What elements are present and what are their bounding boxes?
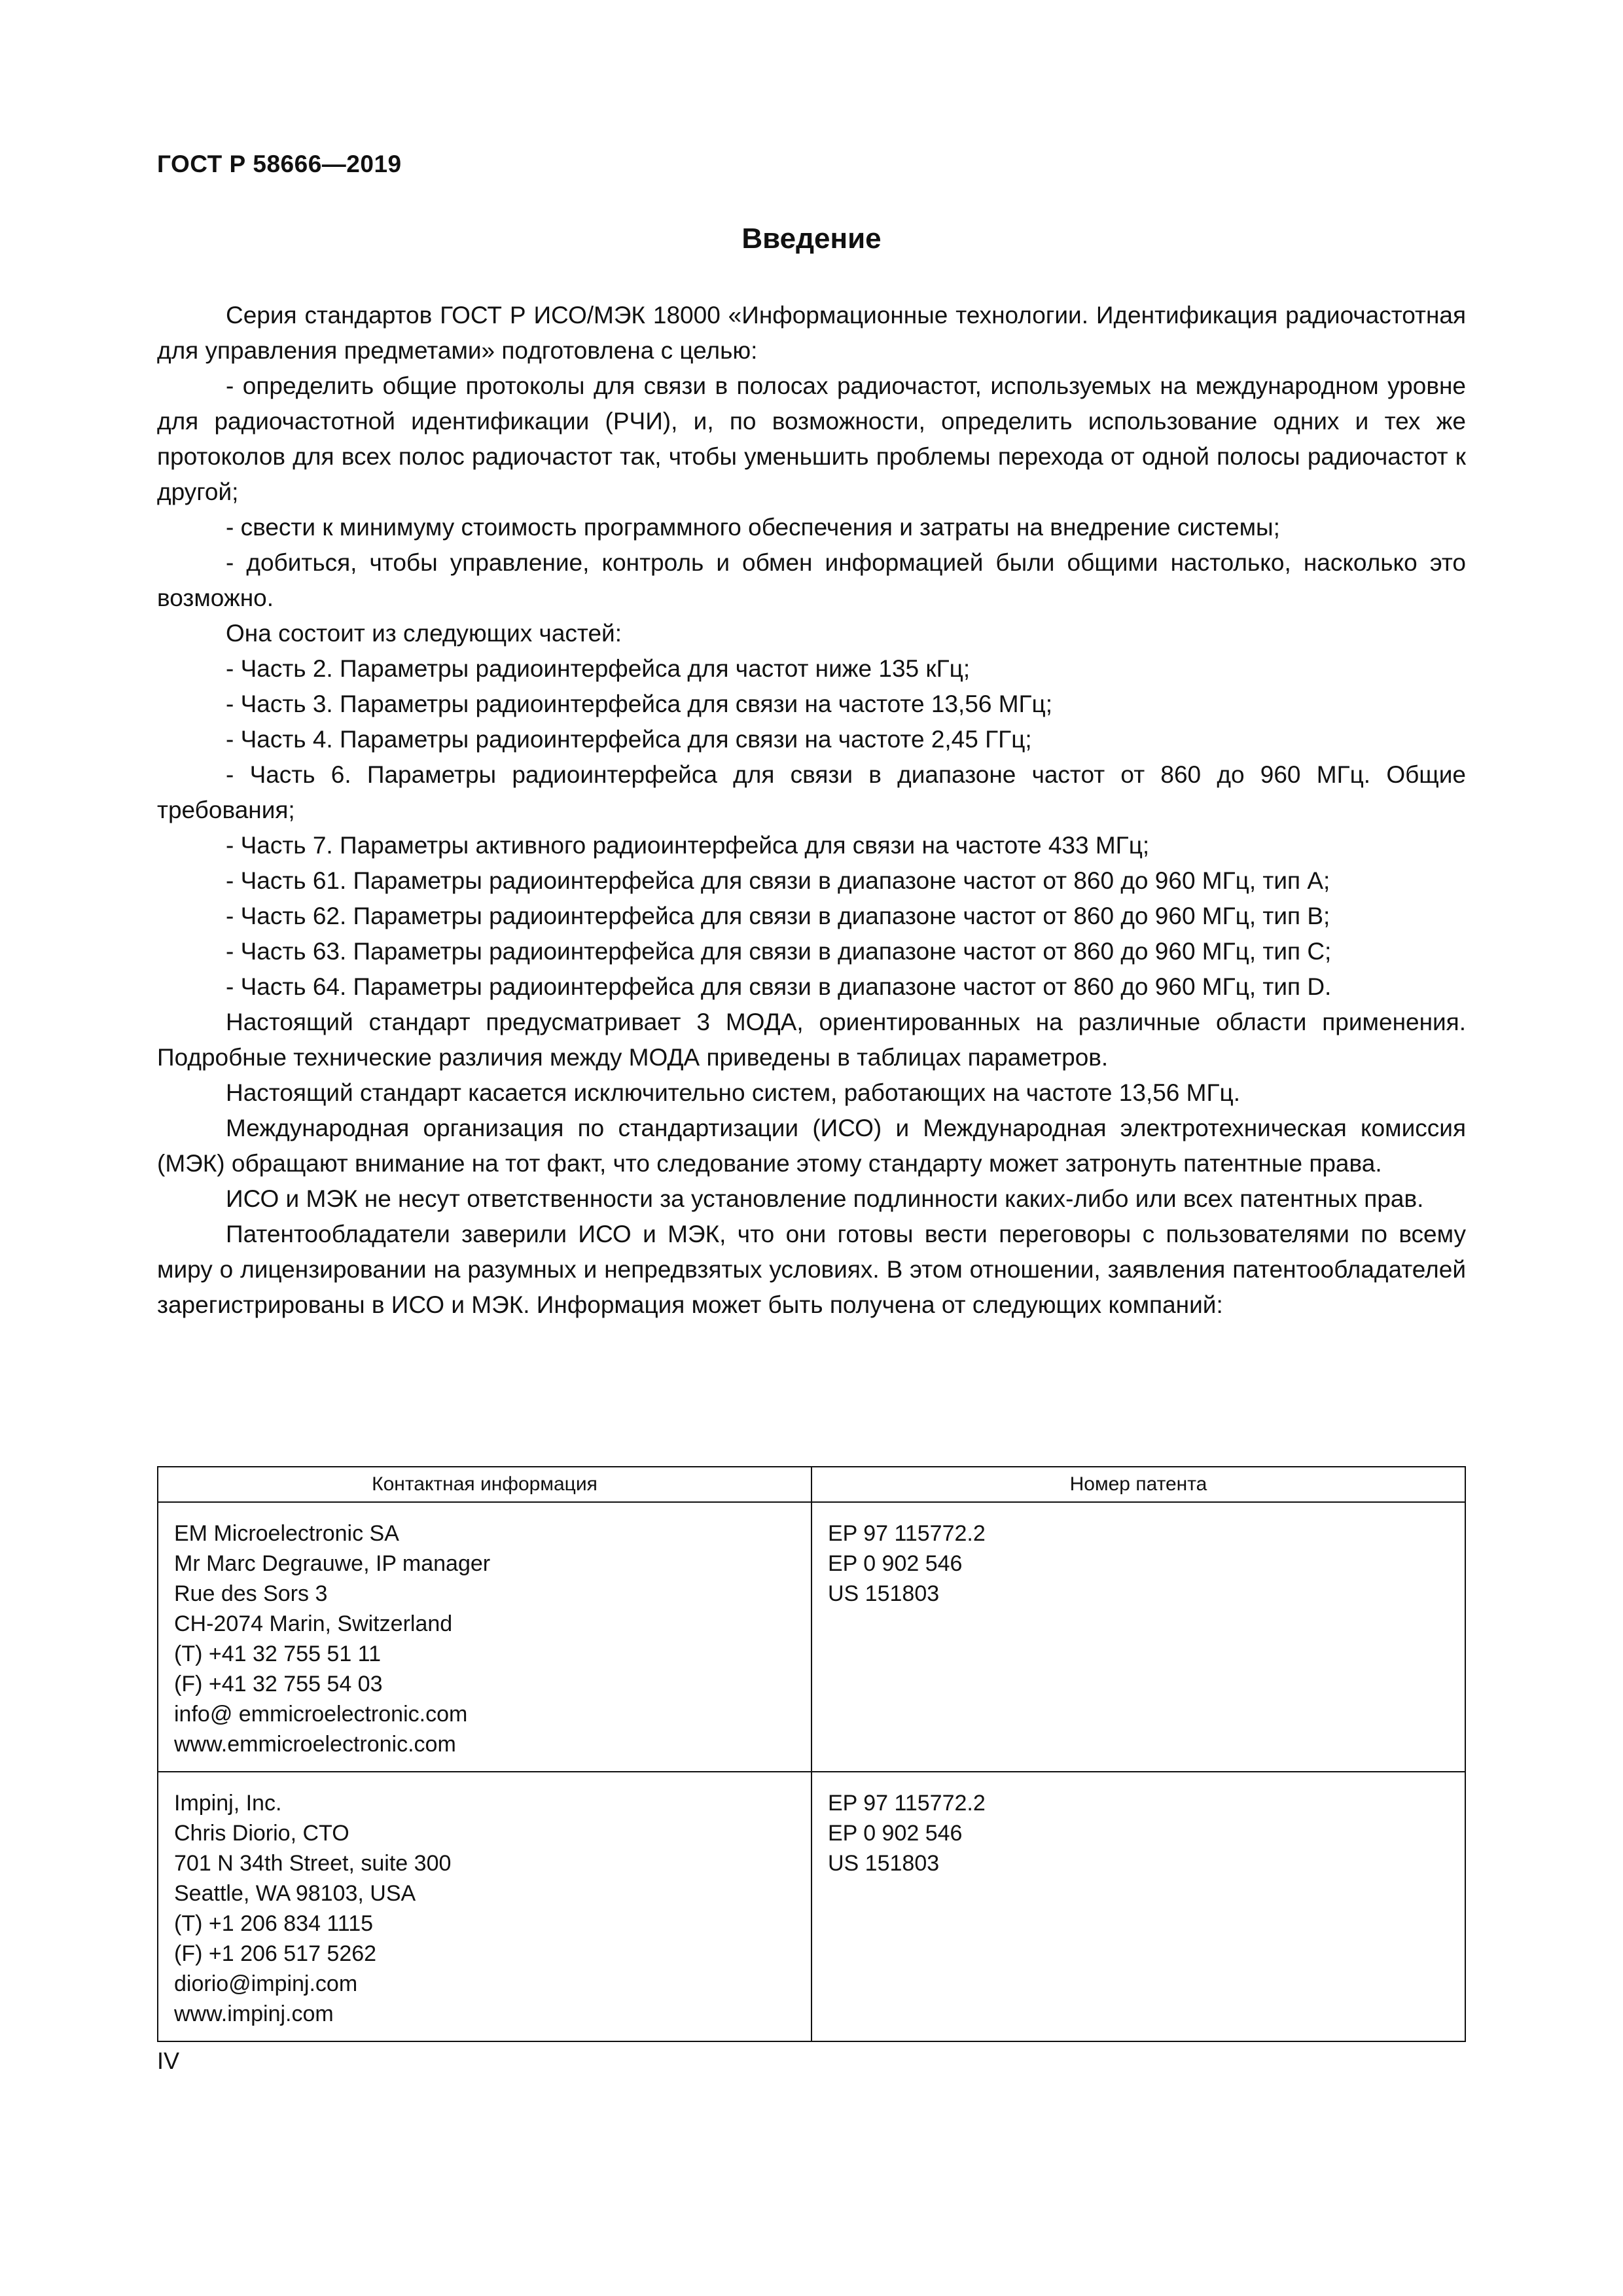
paragraph: - определить общие протоколы для связи в полосах радиочастот, используемых на международном уровне для радиочастотной идентификации (РЧИ), и, по возможности, определить использование одних и тех же протоколов для всех полос радиочастот так, чтобы уменьшить проблемы перехода от одной полосы радиочастот к другой; [157,372,1466,505]
introduction-text [157,298,1466,1323]
table-header-row [158,1467,1465,1502]
contact-line: Mr Marc Degrauwe, IP manager [174,1551,491,1576]
contact-line: info@ emmicroelectronic.com [174,1702,468,1727]
paragraph: ИСО и МЭК не несут ответственности за установление подлинности каких-либо или всех патентных прав. [226,1185,1424,1212]
table-row [158,1772,1465,2041]
contact-line: Seattle, WA 98103, USA [174,1881,416,1906]
paragraph: Патентообладатели заверили ИСО и МЭК, что они готовы вести переговоры с пользователями по всему миру о лицензировании на разумных и непредвзятых условиях. В этом отношении, заявления патентообладателей зарегистрированы в ИСО и МЭК. Информация может быть получена от следующих компаний: [157,1221,1466,1318]
column-header-patent: Номер патента [812,1467,1465,1502]
list-item: - Часть 7. Параметры активного радиоинтерфейса для связи на частоте 433 МГц; [226,832,1150,859]
list-item: - Часть 3. Параметры радиоинтерфейса для связи на частоте 13,56 МГц; [226,691,1053,717]
contact-line: Rue des Sors 3 [174,1581,328,1606]
list-item: - Часть 62. Параметры радиоинтерфейса для связи в диапазоне частот от 860 до 960 МГц, тип B; [226,903,1330,929]
patent-number: EP 0 902 546 [828,1551,963,1576]
contact-line: www.impinj.com [174,2001,334,2026]
patent-cell [812,1772,1465,2041]
list-item: - Часть 63. Параметры радиоинтерфейса для связи в диапазоне частот от 860 до 960 МГц, тип C; [226,938,1332,965]
paragraph: Настоящий стандарт предусматривает 3 МОДА, ориентированных на различные области применения. Подробные технические различия между МОДА приведены в таблицах параметров. [157,1009,1466,1071]
contact-line: (T) +1 206 834 1115 [174,1911,374,1936]
patent-number: EP 97 115772.2 [828,1521,986,1546]
list-item: - Часть 64. Параметры радиоинтерфейса для связи в диапазоне частот от 860 до 960 МГц, тип D. [226,973,1332,1000]
column-header-contact: Контактная информация [158,1467,812,1502]
patent-number: US 151803 [828,1581,940,1606]
contact-line: Chris Diorio, CTO [174,1821,349,1846]
contact-line: EM Microelectronic SA [174,1521,399,1546]
table-row [158,1502,1465,1772]
contact-line: Impinj, Inc. [174,1791,282,1816]
list-item: - Часть 6. Параметры радиоинтерфейса для связи в диапазоне частот от 860 до 960 МГц. Общие требования; [157,761,1466,823]
patent-cell [812,1502,1465,1772]
contact-line: (T) +41 32 755 51 11 [174,1641,381,1666]
paragraph: Международная организация по стандартизации (ИСО) и Международная электротехническая комиссия (МЭК) обращают внимание на тот факт, что следование этому стандарту может затронуть патентные права. [157,1115,1466,1177]
patent-number: EP 97 115772.2 [828,1791,986,1816]
paragraph: Настоящий стандарт касается исключительно систем, работающих на частоте 13,56 МГц. [226,1079,1240,1106]
section-title: Введение [741,223,882,255]
list-item: - Часть 4. Параметры радиоинтерфейса для связи на частоте 2,45 ГГц; [226,726,1032,753]
paragraph: Она состоит из следующих частей: [226,620,622,647]
contact-line: diorio@impinj.com [174,1971,358,1996]
paragraph: Серия стандартов ГОСТ Р ИСО/МЭК 18000 «Информационные технологии. Идентификация радиочастотная для управления предметами» подготовлена с целью: [157,302,1466,364]
contact-line: (F) +41 32 755 54 03 [174,1672,383,1696]
page-number: IV [157,2047,180,2074]
contact-line: (F) +1 206 517 5262 [174,1941,377,1966]
contact-line: 701 N 34th Street, suite 300 [174,1851,452,1876]
contact-cell [158,1502,812,1772]
contact-line: www.emmicroelectronic.com [174,1732,456,1757]
patent-number: US 151803 [828,1851,940,1876]
patent-holders-table [157,1466,1466,2042]
list-item: - Часть 61. Параметры радиоинтерфейса для связи в диапазоне частот от 860 до 960 МГц, тип A; [226,867,1330,894]
paragraph: - добиться, чтобы управление, контроль и обмен информацией были общими настолько, насколько это возможно. [157,549,1466,611]
document-code: ГОСТ Р 58666—2019 [157,151,402,177]
paragraph: - свести к минимуму стоимость программного обеспечения и затраты на внедрение системы; [226,514,1280,541]
list-item: - Часть 2. Параметры радиоинтерфейса для частот ниже 135 кГц; [226,655,971,682]
contact-line: CH-2074 Marin, Switzerland [174,1611,453,1636]
patent-number: EP 0 902 546 [828,1821,963,1846]
contact-cell [158,1772,812,2041]
